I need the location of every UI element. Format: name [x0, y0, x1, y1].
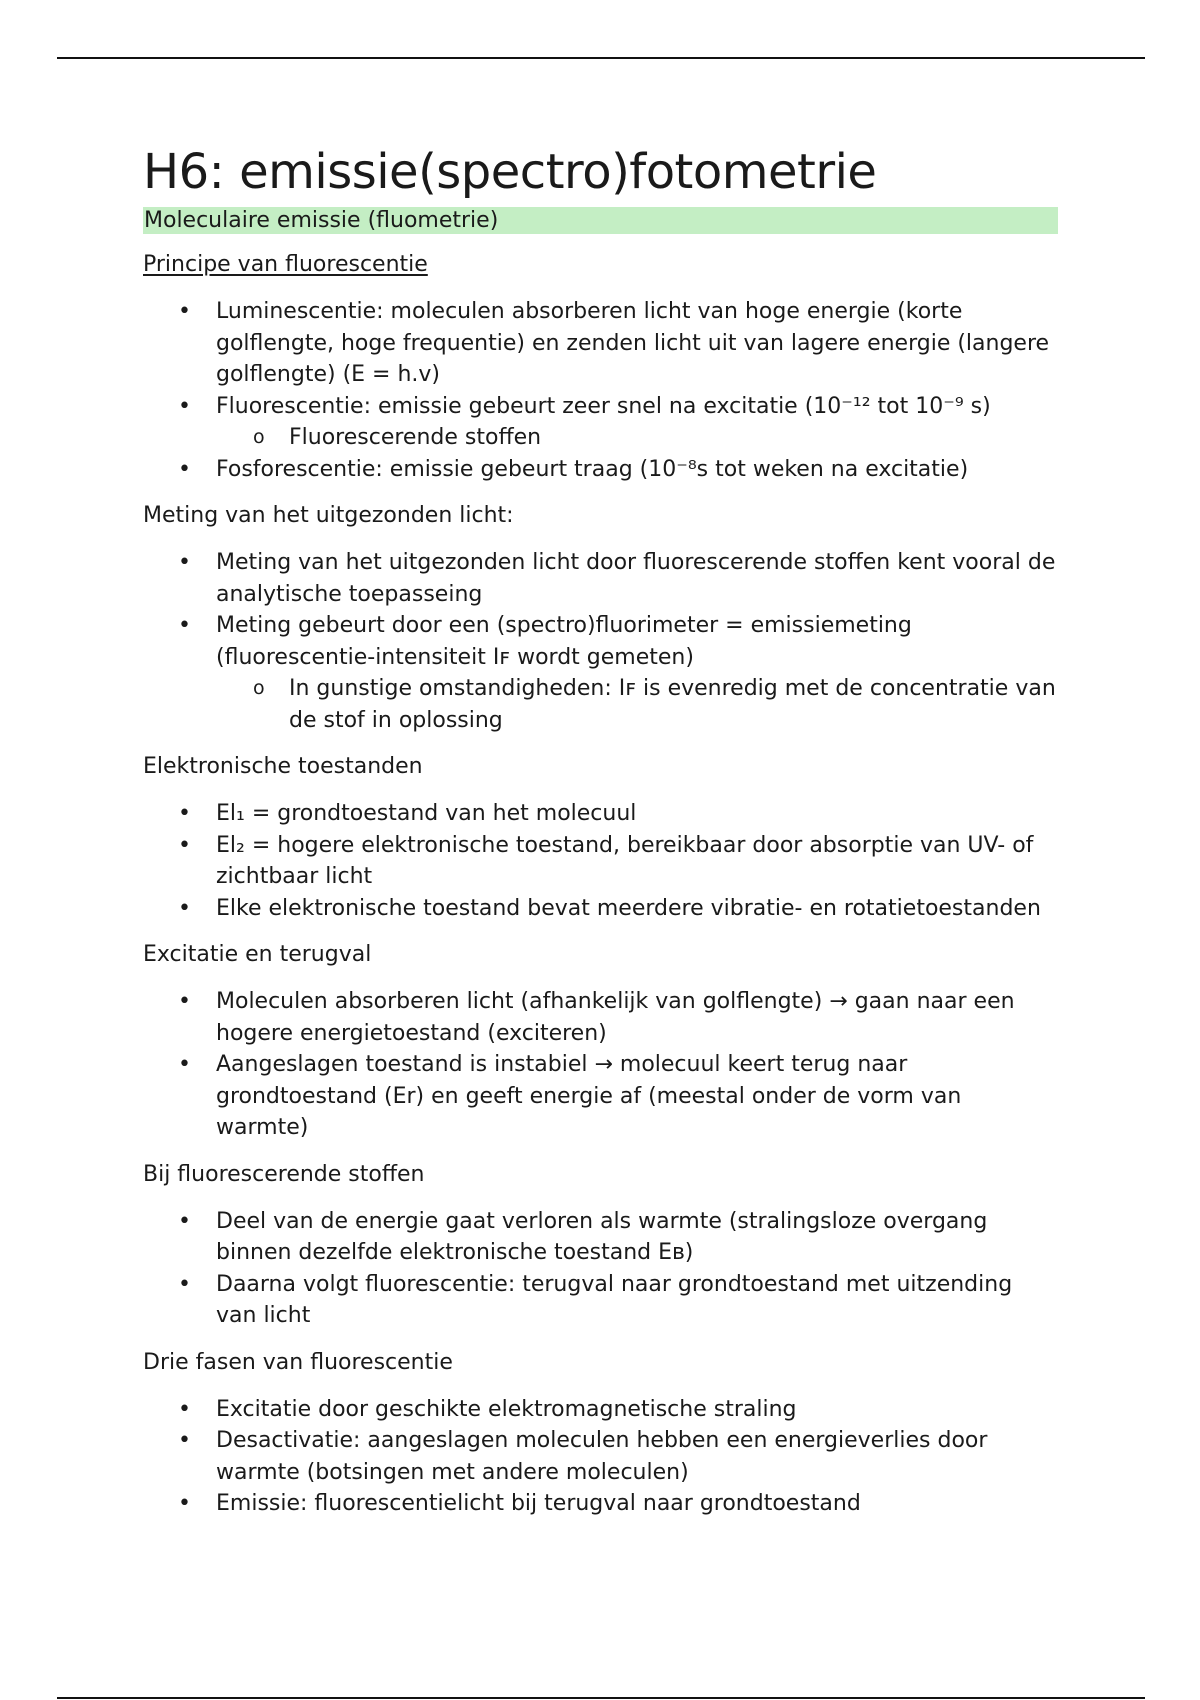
- bullet-list: [143, 798, 1058, 924]
- bullet-item: [143, 1269, 1058, 1332]
- bullet-list: [143, 547, 1058, 736]
- bullet-item: [143, 1488, 1058, 1520]
- sub-bullet-item: o Fluorescerende stoffen: [216, 422, 1058, 454]
- section: [143, 1347, 1058, 1520]
- bullet-text: Meting van het uitgezonden licht door fluorescerende stoffen kent vooral de analytische toepasseing: [216, 550, 1056, 607]
- bullet-text: Daarna volgt fluorescentie: terugval naar grondtoestand met uitzending van licht: [216, 1271, 1013, 1328]
- bullet-item: [143, 1206, 1058, 1269]
- bullet-text: Aangeslagen toestand is instabiel → molecuul keert terug naar grondtoestand (Er) en geeft energie af (meestal onder de vorm van warmte): [216, 1052, 962, 1140]
- bullet-text: Deel van de energie gaat verloren als warmte (stralingsloze overgang binnen dezelfde elektronische toestand Eʙ): [216, 1208, 988, 1265]
- footer-rule: [57, 1697, 1145, 1699]
- bullet-item: [143, 296, 1058, 391]
- section: [143, 500, 1058, 736]
- bullet-item: [143, 391, 1058, 454]
- bullet-item: [143, 986, 1058, 1049]
- bullet-list: [143, 1206, 1058, 1332]
- bullet-item: [143, 1425, 1058, 1488]
- bullet-text: Excitatie door geschikte elektromagnetische straling: [216, 1396, 797, 1422]
- bullet-text: El₁ = grondtoestand van het molecuul: [216, 801, 637, 826]
- sub-bullet-item: o In gunstige omstandigheden: Iꜰ is evenredig met de concentratie van de stof in oplossing: [216, 673, 1058, 736]
- bullet-text: Fluorescentie: emissie gebeurt zeer snel na excitatie (10⁻¹² tot 10⁻⁹ s): [216, 393, 991, 419]
- document-body: [143, 140, 1058, 1520]
- section: [143, 1159, 1058, 1332]
- bullet-text: Desactivatie: aangeslagen moleculen hebben een energieverlies door warmte (botsingen met andere moleculen): [216, 1428, 988, 1485]
- bullet-text: Luminescentie: moleculen absorberen licht van hoge energie (korte golflengte, hoge frequentie) en zenden licht uit van lagere energie (langere golflengte) (E = h.v): [216, 299, 1050, 387]
- section-heading: Drie fasen van fluorescentie: [143, 1349, 453, 1375]
- bullet-item: [143, 610, 1058, 736]
- sections-container: [143, 249, 1058, 1520]
- bullet-item: [143, 1394, 1058, 1426]
- bullet-item: [143, 893, 1058, 925]
- section-heading: Bij fluorescerende stoffen: [143, 1161, 425, 1187]
- bullet-item: [143, 1049, 1058, 1144]
- bullet-text: El₂ = hogere elektronische toestand, bereikbaar door absorptie van UV- of zichtbaar licht: [216, 832, 1034, 889]
- bullet-text: Emissie: fluorescentielicht bij terugval naar grondtoestand: [216, 1491, 861, 1516]
- section-heading: Principe van fluorescentie: [143, 252, 428, 277]
- bullet-item: [143, 547, 1058, 610]
- section-heading: Elektronische toestanden: [143, 754, 423, 779]
- section-heading: Excitatie en terugval: [143, 942, 372, 967]
- bullet-item: [143, 830, 1058, 893]
- bullet-text: Moleculen absorberen licht (afhankelijk van golflengte) → gaan naar een hogere energietoestand (exciteren): [216, 989, 1015, 1046]
- section-heading: Meting van het uitgezonden licht:: [143, 503, 514, 528]
- bullet-text: Meting gebeurt door een (spectro)fluorimeter = emissiemeting (fluorescentie-intensiteit Iꜰ wordt gemeten): [216, 613, 912, 670]
- bullet-text: Fosforescentie: emissie gebeurt traag (10⁻⁸s tot weken na excitatie): [216, 456, 969, 482]
- section: [143, 939, 1058, 1144]
- bullet-item: [143, 798, 1058, 830]
- bullet-list: [143, 296, 1058, 485]
- bullet-text: Elke elektronische toestand bevat meerdere vibratie- en rotatietoestanden: [216, 895, 1041, 921]
- sub-bullet-list: [216, 422, 1058, 454]
- page-title: H6: emissie(spectro)fotometrie: [143, 144, 877, 200]
- bullet-item: [143, 454, 1058, 486]
- section: [143, 751, 1058, 924]
- header-rule: [57, 57, 1145, 59]
- highlighted-heading: Moleculaire emissie (fluometrie): [143, 207, 1058, 234]
- section: [143, 249, 1058, 485]
- bullet-list: [143, 986, 1058, 1144]
- sub-bullet-list: [216, 673, 1058, 736]
- bullet-list: [143, 1394, 1058, 1520]
